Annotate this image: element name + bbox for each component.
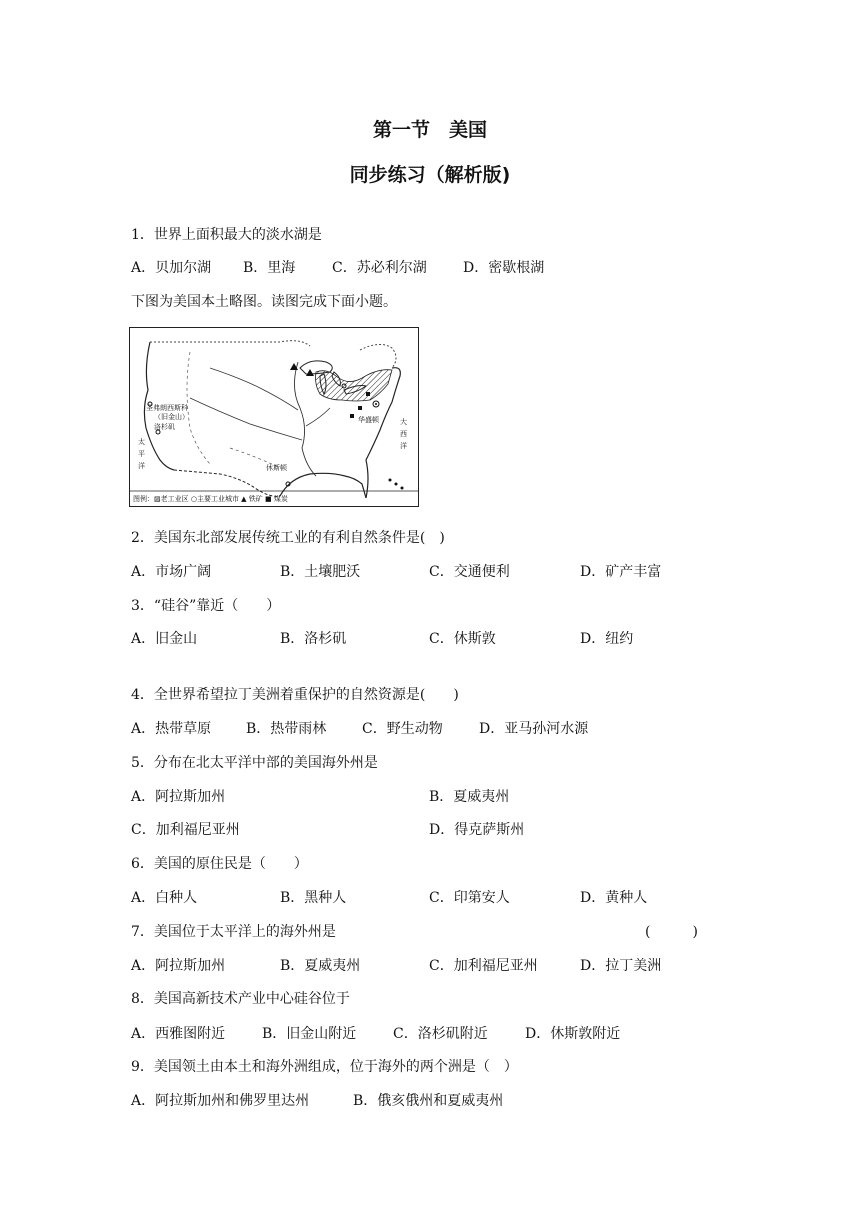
question-4-option-d: D．亚马孙河水源 <box>479 721 589 737</box>
question-1-option-a: A．贝加尔湖 <box>131 260 212 276</box>
map-label-pacific-1: 太 <box>138 438 145 446</box>
question-5-option-b: B．夏威夷州 <box>429 789 510 805</box>
question-7-option-a: A．阿拉斯加州 <box>131 958 226 974</box>
map-label-washington: 华盛顿 <box>358 416 379 424</box>
question-7-answer-bracket: ( ) <box>645 924 698 940</box>
usa-map-drawing <box>130 328 418 506</box>
question-6-option-a: A．白种人 <box>131 890 198 906</box>
question-9-option-b: B．俄亥俄州和夏威夷州 <box>353 1093 504 1109</box>
map-label-pacific-3: 洋 <box>138 462 145 470</box>
question-7-option-b: B．夏威夷州 <box>280 958 361 974</box>
question-5-option-a: A．阿拉斯加州 <box>131 789 226 805</box>
map-label-la: 洛杉矶 <box>154 423 175 431</box>
question-3-option-d: D．纽约 <box>580 631 634 647</box>
question-7-option-c: C．加利福尼亚州 <box>429 958 538 974</box>
question-3-option-a: A．旧金山 <box>131 631 198 647</box>
usa-map <box>129 327 419 507</box>
question-8-option-a: A．西雅图附近 <box>131 1026 226 1042</box>
map-label-sf-alt: （旧金山） <box>154 413 189 421</box>
question-7-stem: 7．美国位于太平洋上的海外州是 <box>131 924 336 940</box>
question-9-option-a: A．阿拉斯加州和佛罗里达州 <box>131 1093 310 1109</box>
question-8-option-c: C．洛杉矶附近 <box>393 1026 488 1042</box>
question-4-option-b: B．热带雨林 <box>246 721 327 737</box>
question-2-option-b: B．土壤肥沃 <box>280 564 361 580</box>
question-5-option-c: C．加利福尼亚州 <box>131 822 240 838</box>
question-4-stem: 4．全世界希望拉丁美洲着重保护的自然资源是( ) <box>131 687 459 703</box>
map-label-pacific-2: 平 <box>138 450 145 458</box>
page-subtitle: 同步练习（解析版) <box>349 164 511 186</box>
map-label-sf: 圣弗朗西斯科 <box>146 404 188 412</box>
question-5-stem: 5．分布在北太平洋中部的美国海外州是 <box>131 755 378 771</box>
map-intro: 下图为美国本土略图。读图完成下面小题。 <box>131 294 397 310</box>
question-6-option-c: C．印第安人 <box>429 890 510 906</box>
question-4-option-a: A．热带草原 <box>131 721 212 737</box>
question-2-option-c: C．交通便利 <box>429 564 510 580</box>
question-6-stem: 6．美国的原住民是（ ） <box>131 856 308 872</box>
question-1-option-d: D．密歇根湖 <box>463 260 545 276</box>
question-8-option-b: B．旧金山附近 <box>262 1026 357 1042</box>
question-8-option-d: D．休斯敦附近 <box>525 1026 621 1042</box>
question-4-option-c: C．野生动物 <box>362 721 443 737</box>
question-6-option-b: B．黑种人 <box>280 890 347 906</box>
map-label-atlantic-2: 西 <box>400 430 407 438</box>
map-label-houston: 休斯顿 <box>266 464 287 472</box>
question-6-option-d: D．黄种人 <box>580 890 648 906</box>
question-2-stem: 2．美国东北部发展传统工业的有利自然条件是( ) <box>131 530 445 546</box>
page-title: 第一节 美国 <box>372 119 487 141</box>
question-1-option-c: C．苏必利尔湖 <box>332 260 427 276</box>
map-label-atlantic-3: 洋 <box>400 442 407 450</box>
question-5-option-d: D．得克萨斯州 <box>429 822 525 838</box>
question-1-stem: 1．世界上面积最大的淡水湖是 <box>131 227 322 243</box>
map-label-atlantic-1: 大 <box>400 418 407 426</box>
map-legend: 图例：▨老工业区 ○主要工业城市 ▲ 铁矿 ■ 煤炭 <box>133 495 288 503</box>
question-9-stem: 9．美国领土由本土和海外洲组成，位于海外的两个洲是（ ） <box>131 1059 518 1075</box>
question-3-stem: 3．“硅谷”靠近（ ） <box>131 598 281 614</box>
question-7-option-d: D．拉丁美洲 <box>580 958 662 974</box>
question-3-option-c: C．休斯敦 <box>429 631 496 647</box>
question-8-stem: 8．美国高新技术产业中心硅谷位于 <box>131 991 350 1007</box>
question-3-option-b: B．洛杉矶 <box>280 631 347 647</box>
question-2-option-a: A．市场广阔 <box>131 564 212 580</box>
question-1-option-b: B．里海 <box>243 260 296 276</box>
question-2-option-d: D．矿产丰富 <box>580 564 662 580</box>
